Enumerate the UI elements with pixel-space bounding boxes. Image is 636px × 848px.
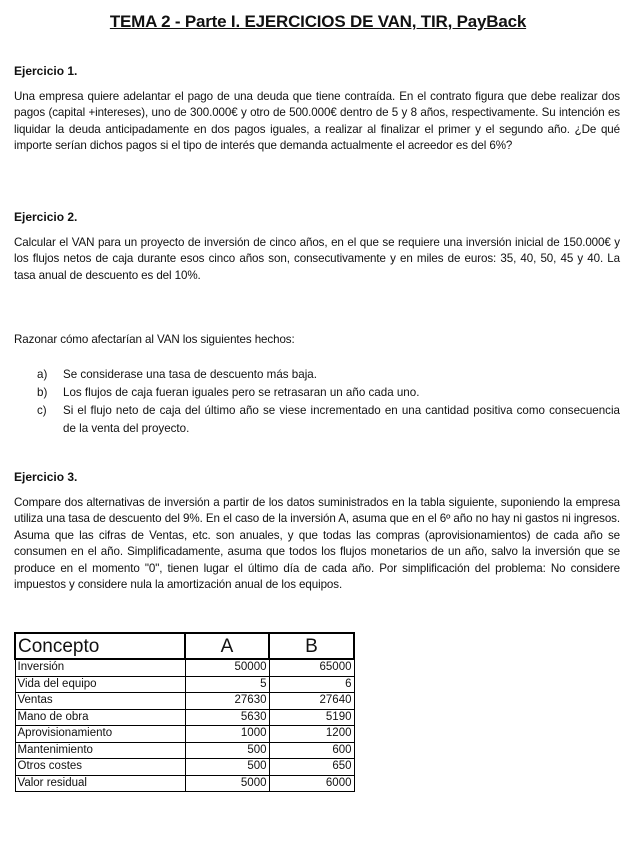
cell-a: 5: [185, 676, 269, 693]
cell-a: 500: [185, 742, 269, 759]
cell-a: 1000: [185, 726, 269, 743]
cell-a: 5000: [185, 775, 269, 792]
cell-concepto: Mano de obra: [15, 709, 185, 726]
cell-a: 5630: [185, 709, 269, 726]
header-b: B: [269, 633, 354, 659]
list-marker: a): [37, 368, 48, 381]
cell-b: 5190: [269, 709, 354, 726]
exercise-3-heading: Ejercicio 3.: [14, 470, 78, 484]
cell-concepto: Inversión: [15, 659, 185, 676]
cell-a: 27630: [185, 693, 269, 710]
cell-b: 6: [269, 676, 354, 693]
exercise-1-text: Una empresa quiere adelantar el pago de una deuda que tiene contraída. En el contrato figura que debe realizar dos pagos (capital +intereses), uno de 300.000€ y otro de 500.000€ dentro de 5 y 8 años, respectivamente. Su intención es liquidar la deuda anticipadamente en dos pagos iguales, a realizar al finalizar el primer y el segundo año. ¿De qué importe serían dichos pagos si el tipo de interés que demanda actualmente el acreedor es del 6%?: [14, 90, 620, 153]
exercise-3-text: Compare dos alternativas de inversión a partir de los datos suministrados en la tabla siguiente, suponiendo la empresa utiliza una tasa de descuento del 9%. En el caso de la inversión A, asuma que en el 6º año no hay ni gastos ni ingresos. Asuma que las cifras de Ventas, etc. son anuales, y que todas las compras (aprovisionamientos) de cada año se consumen en el año. Simplificadamente, asuma que todos los flujos monetarios de un año, salvo la inversión que se produce en el momento "0", tienen lugar el último día de cada año. Por simplificación del problema: No considere impuestos y considere nula la amortización anual de los equipos.: [14, 496, 620, 592]
list-item-a: [37, 366, 620, 384]
list-text: Los flujos de caja fueran iguales pero se retrasaran un año cada uno.: [63, 386, 420, 399]
header-a: A: [185, 633, 269, 659]
cell-b: 27640: [269, 693, 354, 710]
cell-a: 500: [185, 759, 269, 776]
cell-b: 650: [269, 759, 354, 776]
table-row: [15, 775, 354, 792]
table-row: [15, 759, 354, 776]
table-row: [15, 709, 354, 726]
exercise-2-heading: Ejercicio 2.: [14, 210, 78, 224]
table-row: [15, 726, 354, 743]
list-text: Se considerase una tasa de descuento más baja.: [63, 368, 317, 381]
cell-concepto: Otros costes: [15, 759, 185, 776]
table-row: [15, 676, 354, 693]
exercise-2-intro: Razonar cómo afectarían al VAN los siguientes hechos:: [14, 333, 295, 346]
cell-b: 65000: [269, 659, 354, 676]
document-title: TEMA 2 - Parte I. EJERCICIOS DE VAN, TIR, PayBack: [109, 12, 527, 31]
cell-b: 1200: [269, 726, 354, 743]
cell-b: 6000: [269, 775, 354, 792]
cell-a: 50000: [185, 659, 269, 676]
cell-b: 600: [269, 742, 354, 759]
table-row: [15, 659, 354, 676]
cell-concepto: Valor residual: [15, 775, 185, 792]
exercise-2-text: Calcular el VAN para un proyecto de inversión de cinco años, en el que se requiere una inversión inicial de 150.000€ y los flujos netos de caja durante esos cinco años son, consecutivamente y en miles de euros: 35, 40, 50, 45 y 40. La tasa anual de descuento es del 10%.: [14, 236, 620, 282]
exercise-1-heading: Ejercicio 1.: [14, 64, 78, 78]
list-text: Si el flujo neto de caja del último año se viese incrementado en una cantidad positiva como consecuencia de la venta del proyecto.: [63, 404, 620, 435]
cell-concepto: Aprovisionamiento: [15, 726, 185, 743]
cell-concepto: Ventas: [15, 693, 185, 710]
cell-concepto: Vida del equipo: [15, 676, 185, 693]
list-item-b: [37, 384, 620, 402]
table-row: [15, 693, 354, 710]
header-concepto: Concepto: [15, 633, 185, 659]
list-marker: c): [37, 404, 47, 417]
table-header-row: [15, 633, 354, 659]
list-marker: b): [37, 386, 48, 399]
table-row: [15, 742, 354, 759]
investment-table: [14, 632, 355, 792]
list-item-c: [37, 402, 620, 437]
cell-concepto: Mantenimiento: [15, 742, 185, 759]
